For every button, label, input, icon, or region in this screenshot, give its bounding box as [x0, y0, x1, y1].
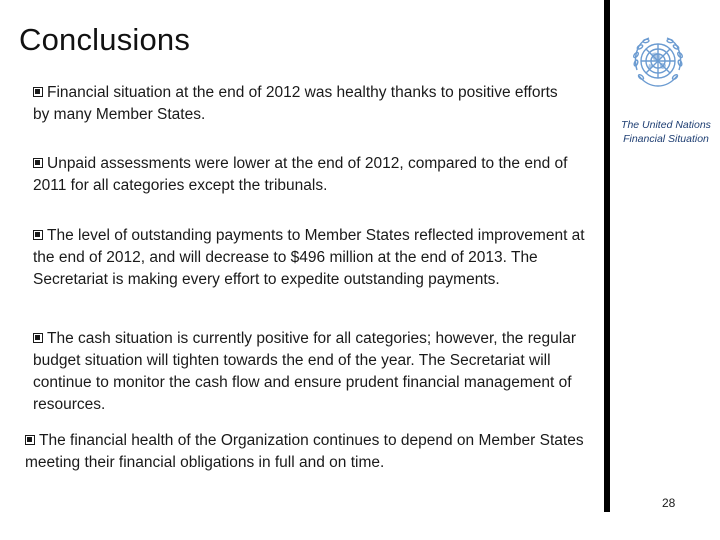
un-emblem-icon — [627, 30, 689, 92]
vertical-divider — [604, 0, 610, 512]
slide-title: Conclusions — [19, 22, 191, 57]
checkbox-bullet-icon — [33, 87, 43, 97]
bullet-text: Unpaid assessments were lower at the end of 2012, compared to the end of 2011 for all categories except the tribunals. — [33, 155, 568, 194]
checkbox-bullet-icon — [33, 230, 43, 240]
bullet-item — [33, 153, 593, 197]
bullet-text: Financial situation at the end of 2012 was healthy thanks to positive efforts by many Member States. — [33, 84, 558, 123]
bullet-text: The level of outstanding payments to Member States reflected improvement at the end of 2012, and will decrease to $496 million at the end of 2013. The Secretariat is making every effort to expedite outstanding payments. — [33, 227, 585, 288]
checkbox-bullet-icon — [25, 435, 35, 445]
bullet-item — [33, 225, 603, 291]
checkbox-bullet-icon — [33, 333, 43, 343]
bullet-text: The financial health of the Organization continues to depend on Member States meeting their financial obligations in full and on time. — [25, 432, 584, 471]
bullet-item — [33, 328, 578, 416]
bullet-text: The cash situation is currently positive for all categories; however, the regular budget situation will tighten towards the end of the year. The Secretariat will continue to monitor the cash flow and ensure prudent financial management of resources. — [33, 330, 576, 413]
checkbox-bullet-icon — [33, 158, 43, 168]
organization-caption — [612, 118, 720, 146]
caption-line-2: Financial Situation — [623, 133, 709, 145]
caption-line-1: The United Nations — [621, 119, 711, 131]
page-number: 28 — [662, 496, 676, 510]
bullet-item — [33, 82, 573, 126]
bullet-item — [25, 430, 595, 474]
